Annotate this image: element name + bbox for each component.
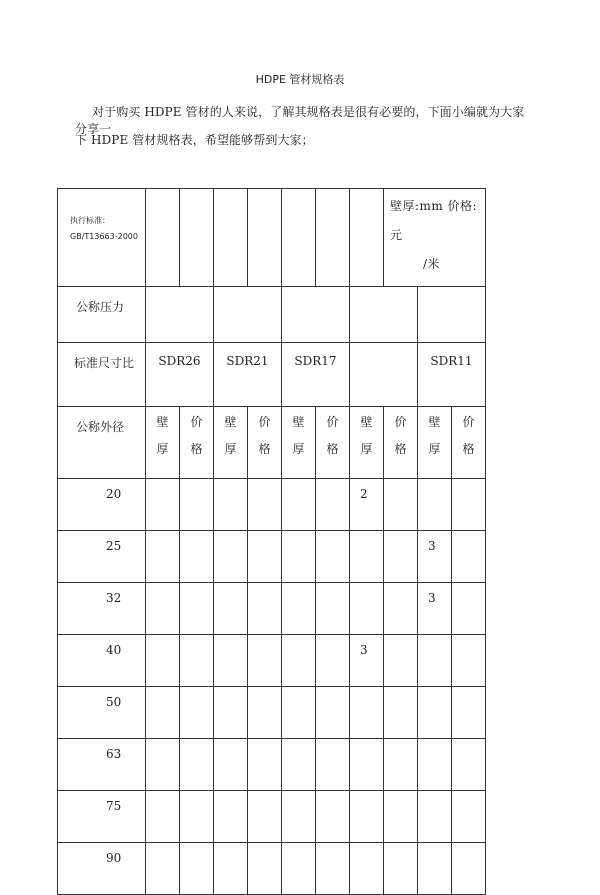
table-cell (316, 635, 350, 687)
intro-line-2: 下 HDPE 管材规格表，希望能够帮到大家； (75, 133, 314, 147)
table-row (58, 635, 486, 687)
wall-thickness-header: 壁 厚 (350, 407, 384, 479)
spec-table (57, 188, 486, 895)
table-cell: 3 (418, 583, 452, 635)
table-cell (418, 635, 452, 687)
table-cell (452, 531, 486, 583)
price-header: 价 格 (180, 407, 214, 479)
table-cell (248, 687, 282, 739)
table-cell (248, 843, 282, 895)
table-cell (350, 531, 384, 583)
table-cell (316, 583, 350, 635)
table-cell (452, 687, 486, 739)
sdr-label: 标准尺寸比 (58, 343, 146, 407)
table-cell (418, 687, 452, 739)
table-cell (418, 791, 452, 843)
table-cell (384, 583, 418, 635)
table-cell (316, 531, 350, 583)
table-cell (248, 531, 282, 583)
table-cell (452, 583, 486, 635)
unit-note-line-1: 壁厚:mm 价格:元 (390, 199, 478, 242)
diameter-cell: 20 (58, 479, 146, 531)
table-cell (146, 739, 180, 791)
table-cell (146, 479, 180, 531)
diameter-cell: 25 (58, 531, 146, 583)
wall-thickness-header: 壁 厚 (214, 407, 248, 479)
table-cell (180, 531, 214, 583)
table-cell (214, 739, 248, 791)
table-cell (214, 843, 248, 895)
table-cell (146, 583, 180, 635)
table-cell (248, 791, 282, 843)
table-cell (418, 739, 452, 791)
table-cell: 2 (350, 479, 384, 531)
table-cell (350, 583, 384, 635)
document-title: HDPE 管材规格表 (255, 73, 345, 86)
table-cell (350, 687, 384, 739)
table-cell (384, 531, 418, 583)
price-header: 价 格 (384, 407, 418, 479)
data-rows (58, 479, 486, 895)
table-cell (282, 635, 316, 687)
table-cell (214, 583, 248, 635)
table-cell (180, 739, 214, 791)
table-cell (180, 843, 214, 895)
table-cell (248, 583, 282, 635)
wall-thickness-header: 壁 厚 (146, 407, 180, 479)
table-cell (248, 739, 282, 791)
table-cell (282, 687, 316, 739)
table-row (58, 687, 486, 739)
table-row (58, 531, 486, 583)
standard-row (58, 189, 486, 287)
price-header: 价 格 (452, 407, 486, 479)
table-cell (248, 479, 282, 531)
standard-cell (58, 189, 146, 287)
table-cell (316, 479, 350, 531)
diameter-label: 公称外径 (58, 407, 146, 479)
wall-thickness-header: 壁 厚 (418, 407, 452, 479)
table-cell (214, 687, 248, 739)
standard-label: 执行标准： (70, 216, 110, 225)
table-cell (316, 687, 350, 739)
table-cell (418, 843, 452, 895)
wall-thickness-header: 壁 厚 (282, 407, 316, 479)
table-cell (418, 479, 452, 531)
table-cell (316, 843, 350, 895)
table-cell (350, 791, 384, 843)
table-cell (384, 635, 418, 687)
sdr-row (58, 343, 486, 407)
table-cell (452, 739, 486, 791)
diameter-cell: 32 (58, 583, 146, 635)
table-cell (146, 635, 180, 687)
table-cell (146, 531, 180, 583)
table-cell (146, 791, 180, 843)
table-cell (214, 635, 248, 687)
diameter-header-row (58, 407, 486, 479)
table-row (58, 739, 486, 791)
table-cell (282, 479, 316, 531)
table-cell (384, 791, 418, 843)
table-cell (248, 635, 282, 687)
table-cell (452, 635, 486, 687)
table-row (58, 843, 486, 895)
diameter-cell: 40 (58, 635, 146, 687)
table-cell (214, 531, 248, 583)
table-cell (282, 531, 316, 583)
price-header: 价 格 (248, 407, 282, 479)
table-row (58, 479, 486, 531)
table-cell (384, 479, 418, 531)
table-cell (214, 791, 248, 843)
table-row (58, 791, 486, 843)
table-cell (384, 739, 418, 791)
table-cell (282, 739, 316, 791)
table-cell: 3 (418, 531, 452, 583)
diameter-cell: 63 (58, 739, 146, 791)
diameter-cell: 50 (58, 687, 146, 739)
table-cell (180, 791, 214, 843)
sdr-11: SDR11 (418, 343, 486, 407)
sdr-26: SDR26 (146, 343, 214, 407)
sdr-21: SDR21 (214, 343, 282, 407)
table-cell (282, 583, 316, 635)
table-cell (316, 791, 350, 843)
table-row (58, 583, 486, 635)
unit-note-cell (384, 189, 486, 287)
table-cell (282, 843, 316, 895)
table-cell (180, 479, 214, 531)
standard-code: GB/T13663-2000 (70, 232, 138, 241)
price-header: 价 格 (316, 407, 350, 479)
table-cell (452, 479, 486, 531)
unit-note-line-2: /米 (423, 257, 441, 271)
table-cell (180, 635, 214, 687)
table-cell (146, 843, 180, 895)
table-cell (384, 687, 418, 739)
table-cell (452, 843, 486, 895)
sdr-17: SDR17 (282, 343, 350, 407)
pressure-row (58, 287, 486, 343)
table-cell (180, 583, 214, 635)
table-cell (350, 843, 384, 895)
table-cell (384, 843, 418, 895)
intro-line-1: 对于购买 HDPE 管材的人来说，了解其规格表是很有必要的，下面小编就为大家分享一 (75, 105, 525, 136)
table-cell (214, 479, 248, 531)
table-cell (180, 687, 214, 739)
table-cell (282, 791, 316, 843)
table-cell (316, 739, 350, 791)
table-cell: 3 (350, 635, 384, 687)
table-cell (146, 687, 180, 739)
diameter-cell: 75 (58, 791, 146, 843)
diameter-cell: 90 (58, 843, 146, 895)
table-cell (350, 739, 384, 791)
pressure-label: 公称压力 (58, 287, 146, 343)
table-cell (452, 791, 486, 843)
